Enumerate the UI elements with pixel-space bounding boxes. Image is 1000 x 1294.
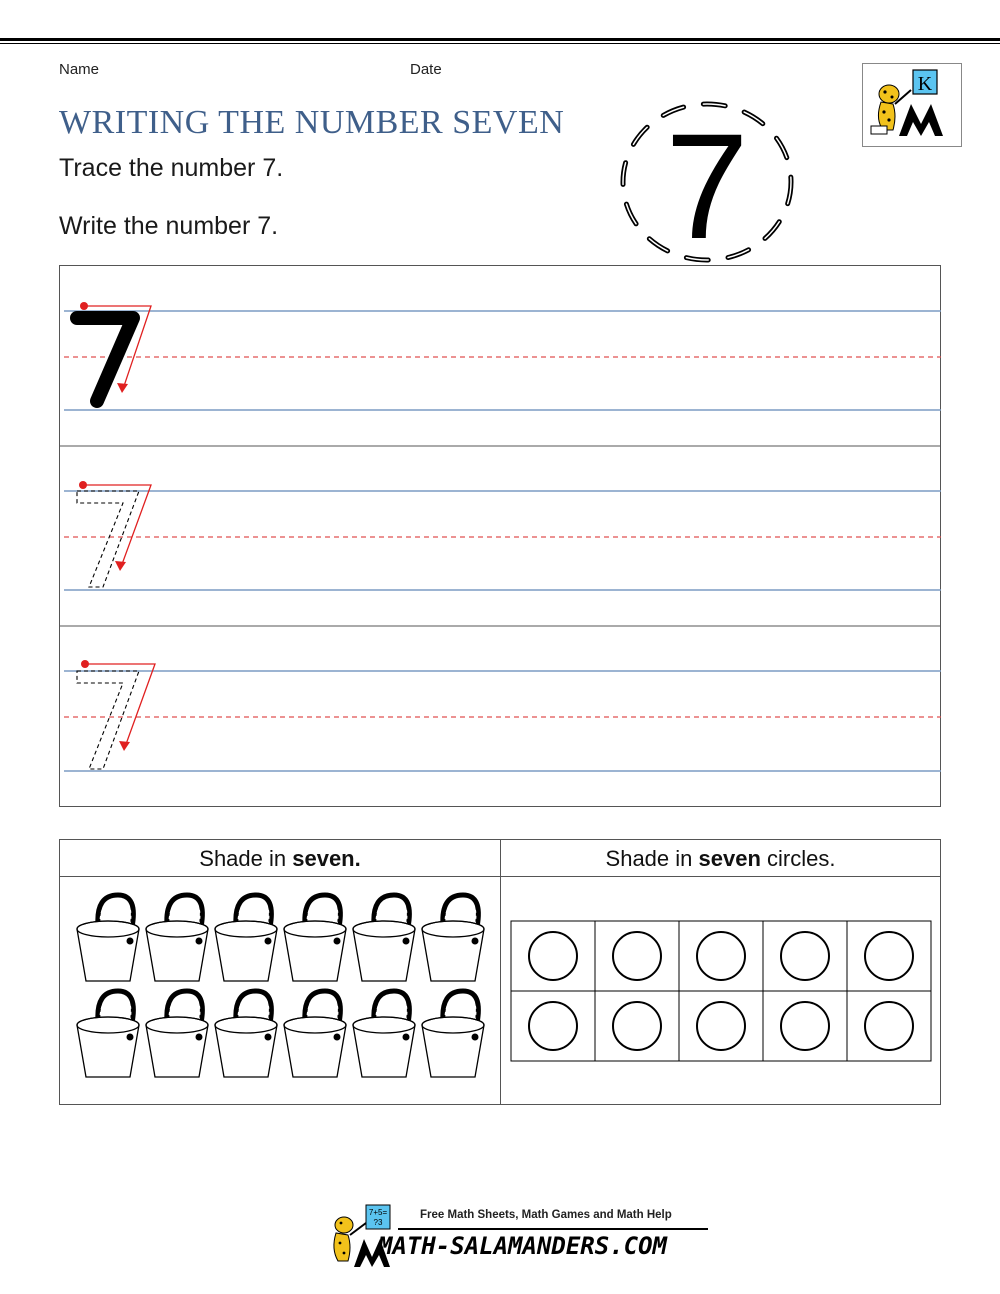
- circle-grid: [510, 920, 934, 1067]
- practice-area: [59, 265, 941, 807]
- bucket-icon[interactable]: [77, 895, 139, 981]
- practice-row-1[interactable]: [64, 302, 941, 410]
- practice-rows: [59, 265, 941, 807]
- write-instruction: Write the number 7.: [59, 212, 279, 240]
- big-digit: 7: [665, 102, 749, 268]
- shade-circle[interactable]: [613, 932, 661, 980]
- bucket-icon[interactable]: [215, 895, 277, 981]
- bucket-icon[interactable]: [284, 895, 346, 981]
- bucket-icon[interactable]: [215, 991, 277, 1077]
- footer-tagline: Free Math Sheets, Math Games and Math Help: [420, 1209, 672, 1221]
- shade-buckets-heading: Shade in seven.: [60, 840, 500, 877]
- logo-box: [862, 63, 962, 147]
- shade-circle[interactable]: [613, 1002, 661, 1050]
- shade-circle[interactable]: [529, 932, 577, 980]
- bucket-icon[interactable]: [422, 991, 484, 1077]
- name-label: Name: [59, 61, 100, 78]
- practice-row-2[interactable]: [64, 481, 941, 590]
- bucket-icon[interactable]: [353, 991, 415, 1077]
- buckets-grid: [60, 877, 500, 1104]
- shade-circle[interactable]: [865, 1002, 913, 1050]
- shade-circle[interactable]: [865, 932, 913, 980]
- practice-row-3[interactable]: [64, 660, 941, 771]
- top-rule: [0, 38, 1000, 44]
- shade-table: [59, 839, 941, 1105]
- dashed-seven-guide: [77, 491, 139, 587]
- footer-rule: [398, 1228, 708, 1230]
- date-label: Date: [410, 61, 442, 78]
- shade-circle[interactable]: [781, 932, 829, 980]
- svg-text:K: K: [917, 73, 933, 95]
- bucket-icon[interactable]: [146, 991, 208, 1077]
- trace-instruction: Trace the number 7.: [59, 154, 284, 182]
- bucket-icon[interactable]: [353, 895, 415, 981]
- svg-text:7+5=: 7+5=: [368, 1208, 388, 1217]
- shade-circle[interactable]: [697, 1002, 745, 1050]
- big-seven-badge: [615, 98, 800, 268]
- shade-circles-heading: Shade in seven circles.: [501, 840, 940, 877]
- shade-circle[interactable]: [697, 932, 745, 980]
- direction-arrow: [83, 485, 151, 567]
- svg-text:?3: ?3: [373, 1218, 383, 1227]
- page-title: WRITING THE NUMBER SEVEN: [59, 104, 565, 141]
- salamander-logo-icon: [863, 64, 961, 146]
- shade-circle[interactable]: [781, 1002, 829, 1050]
- bucket-icon[interactable]: [422, 895, 484, 981]
- bucket-icon[interactable]: [284, 991, 346, 1077]
- bucket-icon[interactable]: [77, 991, 139, 1077]
- dashed-seven-guide: [77, 671, 139, 769]
- footer-brand[interactable]: MATH-SALAMANDERS.COM: [378, 1232, 667, 1260]
- bucket-icon[interactable]: [146, 895, 208, 981]
- shade-circle[interactable]: [529, 1002, 577, 1050]
- direction-arrow: [85, 664, 155, 747]
